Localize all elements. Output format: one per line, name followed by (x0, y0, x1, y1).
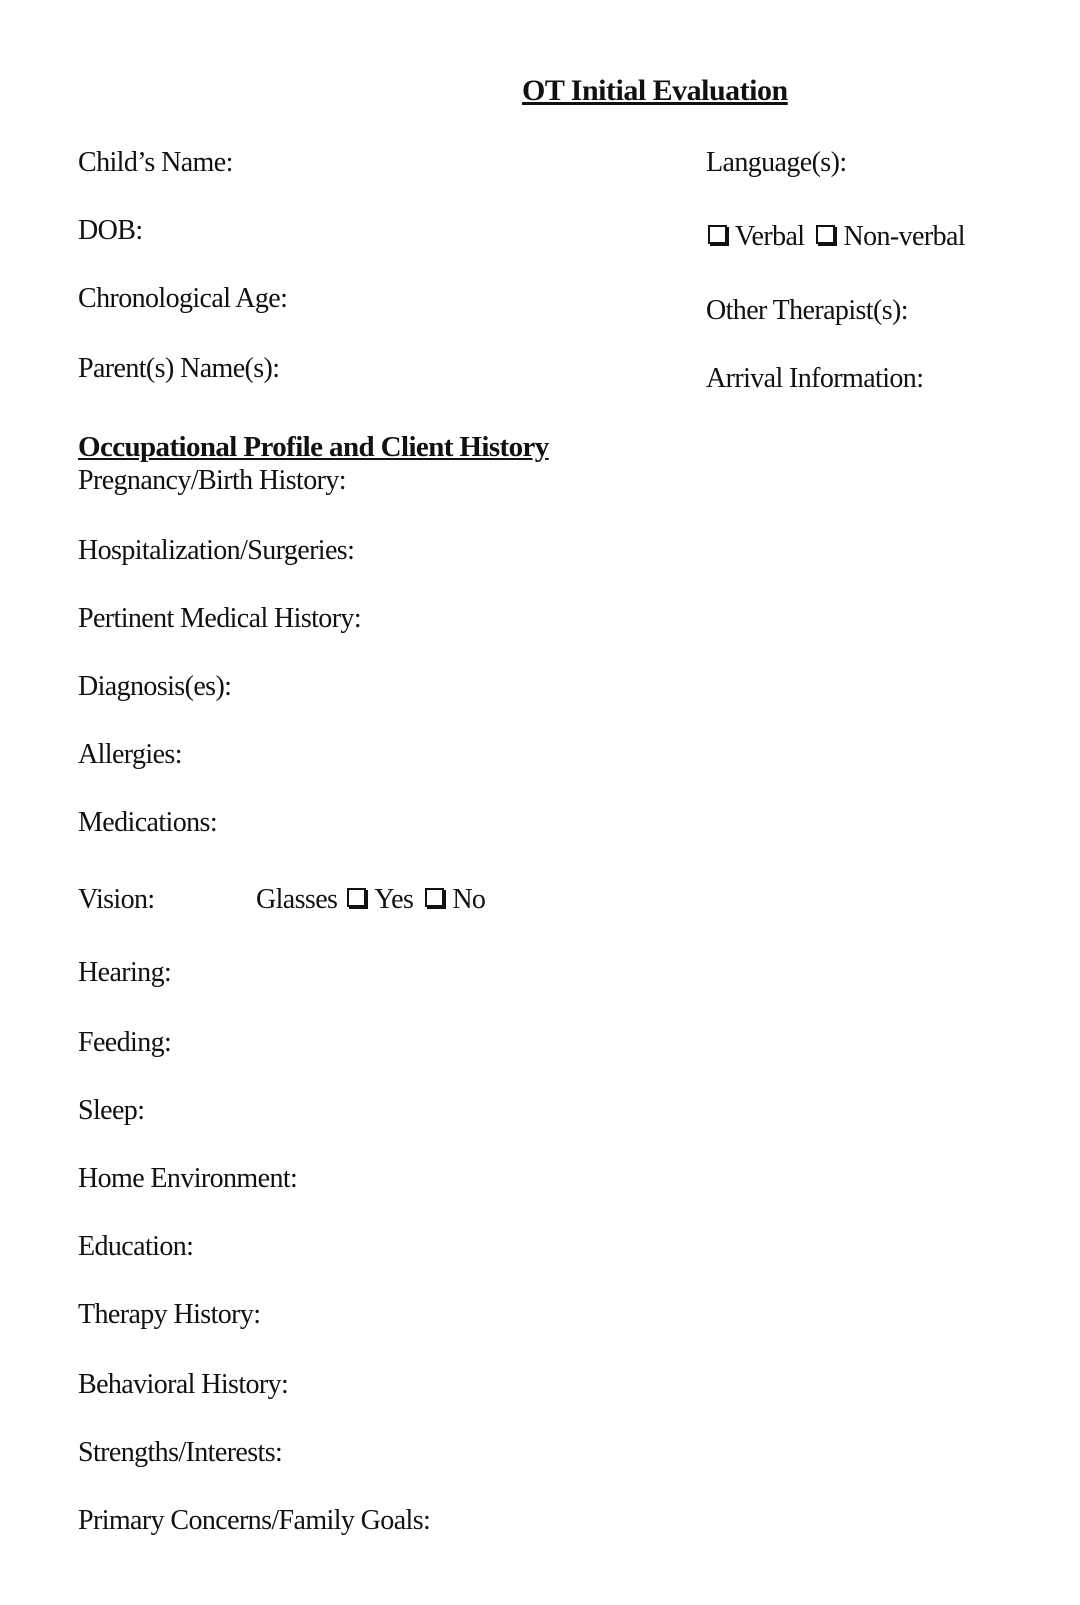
parents-names-label: Parent(s) Name(s): (78, 353, 280, 384)
primary-concerns-family-goals-label: Primary Concerns/Family Goals: (78, 1505, 431, 1536)
verbal-option-label: Verbal (735, 221, 805, 252)
education-label: Education: (78, 1231, 194, 1262)
behavioral-history-label: Behavioral History: (78, 1369, 289, 1400)
verbal-checkbox[interactable] (708, 225, 727, 244)
hospitalization-surgeries-label: Hospitalization/Surgeries: (78, 535, 355, 566)
chronological-age-label: Chronological Age: (78, 283, 288, 314)
allergies-label: Allergies: (78, 739, 182, 770)
strengths-interests-label: Strengths/Interests: (78, 1437, 283, 1468)
pertinent-medical-history-label: Pertinent Medical History: (78, 603, 362, 634)
glasses-yes-checkbox[interactable] (347, 888, 366, 907)
dob-label: DOB: (78, 215, 143, 246)
hearing-label: Hearing: (78, 957, 172, 988)
glasses-yes-label: Yes (374, 884, 414, 915)
other-therapists-label: Other Therapist(s): (706, 295, 908, 326)
languages-label: Language(s): (706, 147, 847, 178)
glasses-no-checkbox[interactable] (425, 888, 444, 907)
verbal-options-row (706, 220, 965, 254)
diagnoses-label: Diagnosis(es): (78, 671, 232, 702)
glasses-no-label: No (452, 884, 486, 915)
nonverbal-checkbox[interactable] (816, 225, 835, 244)
home-environment-label: Home Environment: (78, 1163, 298, 1194)
medications-label: Medications: (78, 807, 217, 838)
form-title: OT Initial Evaluation (522, 74, 788, 107)
sleep-label: Sleep: (78, 1095, 145, 1126)
glasses-label: Glasses (256, 884, 338, 915)
pregnancy-birth-history-label: Pregnancy/Birth History: (78, 465, 346, 496)
nonverbal-option-label: Non-verbal (843, 221, 965, 252)
feeding-label: Feeding: (78, 1027, 172, 1058)
section-heading-occupational-profile: Occupational Profile and Client History (78, 431, 549, 463)
vision-label: Vision: (78, 884, 155, 915)
arrival-information-label: Arrival Information: (706, 363, 924, 394)
childs-name-label: Child’s Name: (78, 147, 233, 178)
glasses-options-row (256, 883, 485, 917)
therapy-history-label: Therapy History: (78, 1299, 261, 1330)
